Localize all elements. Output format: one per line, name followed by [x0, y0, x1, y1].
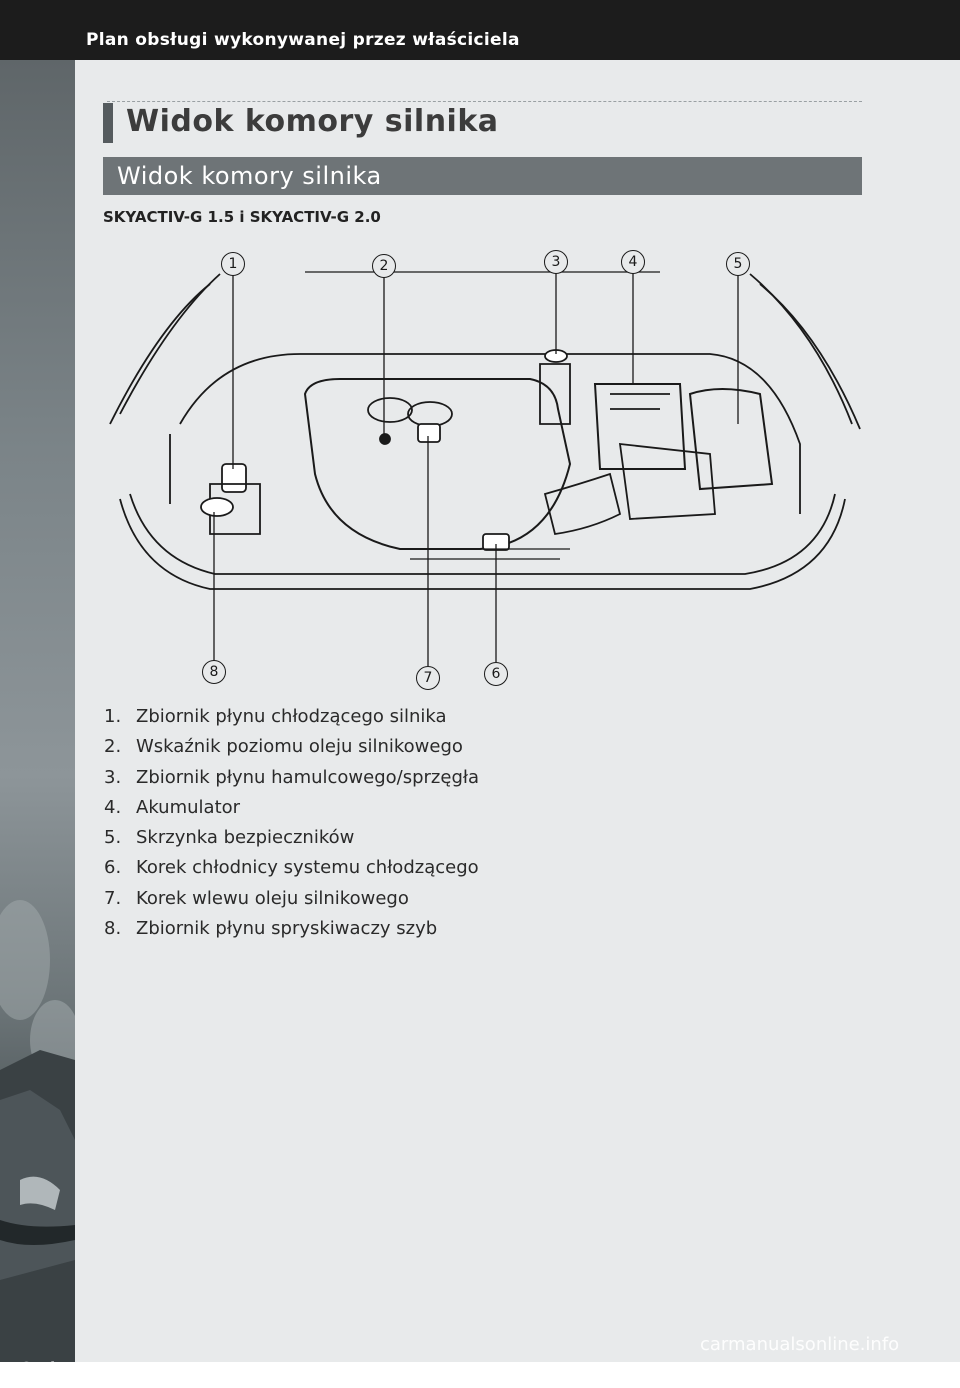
legend-item — [104, 797, 479, 827]
engine-bay-diagram — [100, 244, 865, 694]
callout-4: 4 — [621, 250, 645, 274]
legend-text: Akumulator — [136, 796, 241, 818]
legend-number: 8. — [104, 918, 122, 940]
legend-text: Zbiornik płynu spryskiwaczy szyb — [136, 918, 438, 940]
watermark-text: carmanualsonline.info — [700, 1334, 900, 1355]
component-legend — [104, 706, 479, 948]
legend-number: 4. — [104, 796, 122, 818]
legend-number: 7. — [104, 887, 122, 909]
callout-7: 7 — [416, 666, 440, 690]
legend-text: Wskaźnik poziomu oleju silnikowego — [136, 736, 463, 758]
engine-variant-heading: SKYACTIV-G 1.5 i SKYACTIV-G 2.0 — [103, 208, 381, 226]
legend-item — [104, 827, 479, 857]
legend-text: Korek wlewu oleju silnikowego — [136, 887, 409, 909]
callout-6: 6 — [484, 662, 508, 686]
legend-text: Zbiornik płynu hamulcowego/sprzęgła — [136, 766, 480, 788]
legend-item — [104, 918, 479, 948]
callout-5: 5 — [726, 252, 750, 276]
callout-2: 2 — [372, 254, 396, 278]
legend-number: 2. — [104, 736, 122, 758]
legend-item — [104, 888, 479, 918]
legend-number: 3. — [104, 766, 122, 788]
section-marker — [103, 103, 113, 143]
page-number: 6-4 — [17, 1358, 59, 1388]
car-photo-image — [0, 60, 75, 1362]
legend-item — [104, 857, 479, 887]
legend-text: Korek chłodnicy systemu chłodzącego — [136, 857, 479, 879]
legend-number: 1. — [104, 706, 122, 727]
legend-number: 6. — [104, 857, 122, 879]
legend-number: 5. — [104, 827, 122, 849]
legend-item — [104, 736, 479, 766]
side-photo-strip — [0, 60, 75, 1388]
chapter-title: Plan obsługi wykonywanej przez właściciela — [86, 30, 520, 50]
legend-item — [104, 706, 479, 736]
section-divider — [107, 101, 862, 102]
legend-item — [104, 767, 479, 797]
page-header-bar — [0, 0, 960, 60]
callout-1: 1 — [221, 252, 245, 276]
legend-text: Zbiornik płynu chłodzącego silnika — [136, 706, 447, 727]
legend-text: Skrzynka bezpieczników — [136, 827, 355, 849]
callout-8: 8 — [202, 660, 226, 684]
subsection-title: Widok komory silnika — [117, 162, 382, 190]
section-title: Widok komory silnika — [126, 104, 499, 139]
callout-3: 3 — [544, 250, 568, 274]
